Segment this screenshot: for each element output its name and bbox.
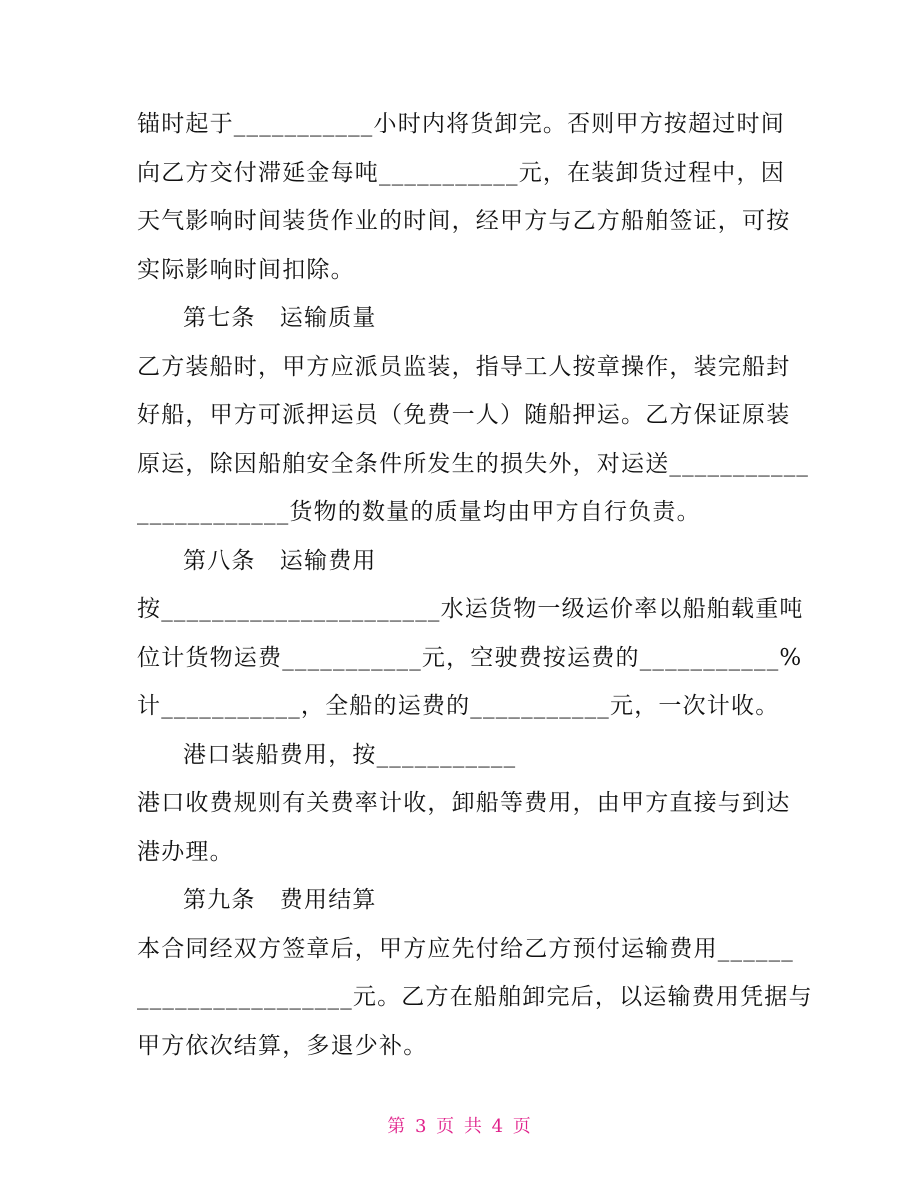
text-line-8: 原运，除因船舶安全条件所发生的损失外，对运送___________: [137, 450, 810, 477]
text-line-16: 港办理。: [137, 838, 234, 865]
text-line-13: 计___________，全船的运费的___________元，一次计收。: [137, 693, 780, 719]
document-body: [137, 100, 813, 1070]
text-line-19: _________________元。乙方在船舶卸完后，以运输费用凭据与: [137, 984, 813, 1010]
text-line-12: 位计货物运费___________元，空驶费按运费的___________%: [137, 644, 803, 671]
text-line-7: 好船，甲方可派押运员（免费一人）随船押运。乙方保证原装: [137, 402, 791, 428]
article-7-heading: 第七条 运输质量: [183, 305, 377, 331]
text-line-14: 港口装船费用，按___________: [183, 741, 517, 768]
text-line-20: 甲方依次结算，多退少补。: [137, 1032, 428, 1059]
text-line-15: 港口收费规则有关费率计收，卸船等费用，由甲方直接与到达: [137, 790, 791, 816]
text-line-3: 天气影响时间装货作业的时间，经甲方与乙方船舶签证，可按: [137, 208, 791, 234]
text-line-4: 实际影响时间扣除。: [137, 256, 355, 283]
article-9-heading: 第九条 费用结算: [183, 887, 377, 913]
text-line-11: 按______________________水运货物一级运价率以船舶载重吨: [137, 596, 804, 622]
text-line-18: 本合同经双方签章后，甲方应先付给乙方预付运输费用______: [137, 935, 794, 962]
text-line-6: 乙方装船时，甲方应派员监装，指导工人按章操作，装完船封: [137, 353, 791, 380]
page-number-footer: 第 3 页 共 4 页: [387, 1116, 533, 1137]
text-line-9: ____________货物的数量的质量均由甲方自行负责。: [137, 499, 701, 525]
text-line-2: 向乙方交付滞延金每吨___________元，在装卸货过程中，因: [137, 159, 785, 186]
text-line-1: 锚时起于___________小时内将货卸完。否则甲方按超过时间: [137, 111, 785, 137]
article-8-heading: 第八条 运输费用: [183, 547, 377, 574]
